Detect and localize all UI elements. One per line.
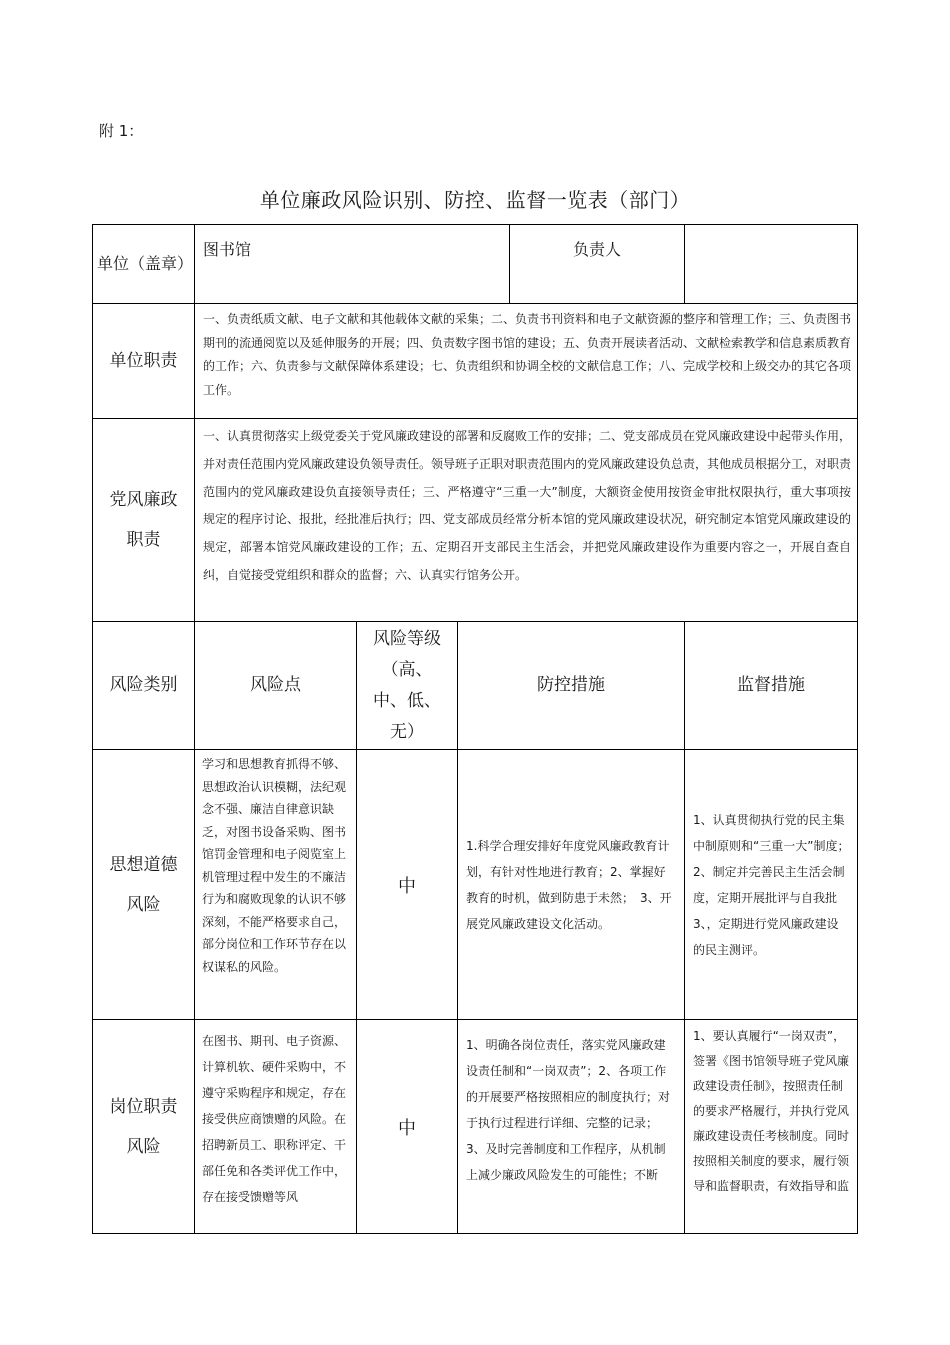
unit-duty-label: 单位职责 xyxy=(93,304,195,419)
row-category xyxy=(93,1020,195,1234)
header-level-line1: 风险等级 xyxy=(373,628,441,649)
header-supervision: 监督措施 xyxy=(685,622,858,750)
unit-label: 单位（盖章） xyxy=(93,225,195,304)
attachment-label: 附 1： xyxy=(99,122,144,140)
party-duty-row xyxy=(93,419,858,622)
unit-row xyxy=(93,225,858,304)
unit-duty-row xyxy=(93,304,858,419)
risk-table xyxy=(92,224,858,1234)
row-category xyxy=(93,750,195,1020)
header-risk-point: 风险点 xyxy=(195,622,357,750)
header-row xyxy=(93,622,858,750)
table-row xyxy=(93,750,858,1020)
header-level-line3: 中、低、 xyxy=(373,690,441,711)
unit-duty-text: 一、负责纸质文献、电子文献和其他载体文献的采集；二、负责书刊资料和电子文献资源的整序和管理工作；三、负责图书期刊的流通阅览以及延伸服务的开展；四、负责数字图书馆的建设；五、负责开展读者活动、文献检索教学和信息素质教育的工作；六、负责参与文献保障体系建设；七、负责组织和协调全校的文献信息工作；八、完成学校和上级交办的其它各项工作。 xyxy=(195,304,858,419)
party-duty-label xyxy=(93,419,195,622)
responsible-label: 负责人 xyxy=(510,225,685,304)
header-level-line2: （高、 xyxy=(381,659,433,680)
row-category-line2: 风险 xyxy=(126,894,161,915)
row-category-line2: 风险 xyxy=(126,1136,161,1157)
row-category-line1: 思想道德 xyxy=(109,854,178,875)
row-category-line1: 岗位职责 xyxy=(109,1096,178,1117)
responsible-value xyxy=(685,225,858,304)
row-level: 中 xyxy=(357,1020,458,1234)
header-category: 风险类别 xyxy=(93,622,195,750)
page-title: 单位廉政风险识别、防控、监督一览表（部门） xyxy=(259,188,691,212)
row-prevention xyxy=(458,1020,685,1234)
row-level: 中 xyxy=(357,750,458,1020)
row-supervision xyxy=(685,1020,858,1234)
header-prevention: 防控措施 xyxy=(458,622,685,750)
row-prevention: 1.科学合理安排好年度党风廉政教育计划，有针对性地进行教育；2、掌握好教育的时机，做到防患于未然； 3、开展党风廉政建设文化活动。 xyxy=(458,750,685,1020)
table-row xyxy=(93,1020,858,1234)
party-duty-label-line1: 党风廉政 xyxy=(109,490,178,510)
row-supervision-text: 1、要认真履行“一岗双责”，签署《图书馆领导班子党风廉政建设责任制》，按照责任制的要求严格履行，并执行党风廉政建设责任考核制度。同时按照相关制度的要求，履行领导和监督职责，有效指导和监 xyxy=(693,1029,850,1193)
row-supervision: 1、认真贯彻执行党的民主集中制原则和“三重一大”制度； 2、制定并完善民主生活会制度，定期开展批评与自我批3、，定期进行党风廉政建设的民主测评。 xyxy=(685,750,858,1020)
party-duty-text: 一、认真贯彻落实上级党委关于党风廉政建设的部署和反腐败工作的安排；二、党支部成员在党风廉政建设中起带头作用，并对责任范围内党风廉政建设负领导责任。领导班子正职对职责范围内的党风廉政建设负总责，其他成员根据分工，对职责范围内的党风廉政建设负直接领导责任；三、严格遵守“三重一大”制度，大额资金使用按资金审批权限执行，重大事项按规定的程序讨论、报批，经批准后执行；四、党支部成员经常分析本馆的党风廉政建设状况，研究制定本馆党风廉政建设的规定，部署本馆党风廉政建设的工作；五、定期召开支部民主生活会，并把党风廉政建设作为重要内容之一，开展自查自纠，自觉接受党组织和群众的监督；六、认真实行馆务公开。 xyxy=(195,419,858,622)
row-risk-point xyxy=(195,1020,357,1234)
header-level-line4: 无） xyxy=(390,721,424,742)
unit-name: 图书馆 xyxy=(195,225,510,304)
row-risk-point-text: 在图书、期刊、电子资源、计算机软、硬件采购中，不遵守采购程序和规定，存在接受供应商馈赠的风险。在招聘新员工、职称评定、干部任免和各类评优工作中，存在接受馈赠等风 xyxy=(202,1034,347,1204)
row-prevention-text: 1、明确各岗位责任，落实党风廉政建设责任制和“一岗双责”；2、各项工作的开展要严格按照相应的制度执行；对于执行过程进行详细、完整的记录； 3、及时完善制度和工作程序，从机制上减少廉政风险发生的可能性；不断 xyxy=(466,1038,671,1182)
row-risk-point: 学习和思想教育抓得不够、思想政治认识模糊，法纪观念不强、廉洁自律意识缺乏，对图书设备采购、图书馆罚金管理和电子阅览室上机管理过程中发生的不廉洁行为和腐败现象的认识不够深刻，不能严格要求自己，部分岗位和工作环节存在以权谋私的风险。 xyxy=(195,750,357,1020)
header-level xyxy=(357,622,458,750)
party-duty-label-line2: 职责 xyxy=(126,530,161,550)
